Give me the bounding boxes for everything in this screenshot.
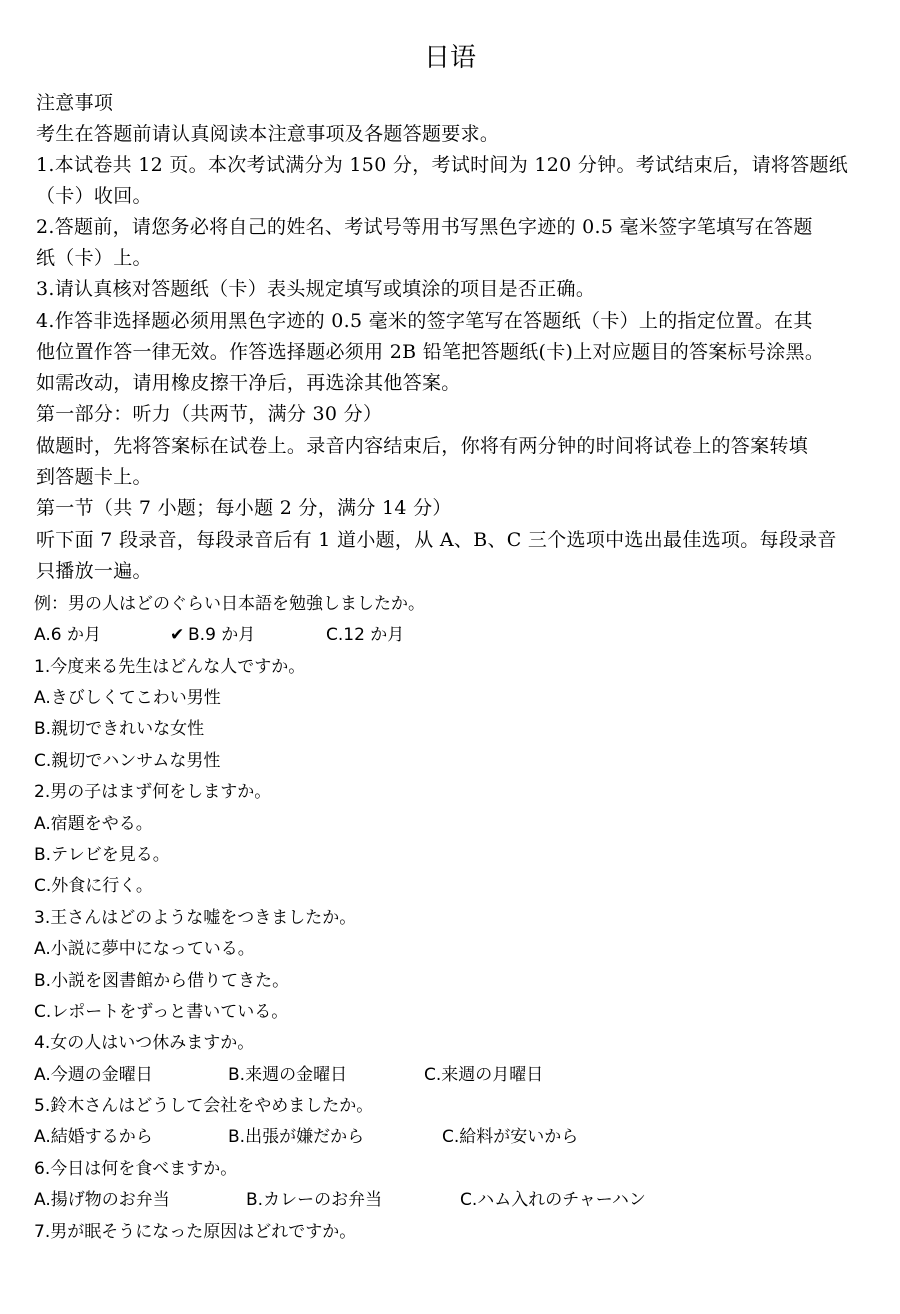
notice-item-1-line-1: 1.本试卷共 12 页。本次考试满分为 150 分，考试时间为 120 分钟。考试结束后，请将答题纸 — [36, 154, 849, 176]
question-3: 3.王さんはどのような嘘をつきましたか。 — [34, 908, 357, 928]
question-3-option-b: B.小説を図書館から借りてきた。 — [34, 971, 290, 991]
notice-item-3: 3.请认真核对答题纸（卡）表头规定填写或填涂的项目是否正确。 — [36, 278, 596, 300]
notice-item-2-line-1: 2.答题前，请您务必将自己的姓名、考试号等用书写黑色字迹的 0.5 毫米签字笔填写在答题 — [36, 216, 813, 238]
question-1: 1.今度来る先生はどんな人ですか。 — [34, 657, 306, 677]
question-5: 5.鈴木さんはどうして会社をやめましたか。 — [34, 1096, 374, 1116]
question-5-option-c: C.給料が安いから — [442, 1127, 579, 1147]
question-4: 4.女の人はいつ休みますか。 — [34, 1033, 255, 1053]
question-1-option-a: A.きびしくてこわい男性 — [34, 688, 221, 708]
question-7: 7.男が眠そうになった原因はどれですか。 — [34, 1222, 357, 1242]
question-2: 2.男の子はまず何をしますか。 — [34, 782, 272, 802]
question-4-option-a: A.今週の金曜日 — [34, 1065, 153, 1085]
example-option-a: A.6 か月 — [34, 625, 101, 645]
question-5-option-b: B.出張が嫌だから — [228, 1127, 365, 1147]
part1-instruction-line-1: 做题时，先将答案标在试卷上。录音内容结束后，你将有两分钟的时间将试卷上的答案转填 — [36, 435, 809, 457]
notice-item-4-line-3: 如需改动，请用橡皮擦干净后，再选涂其他答案。 — [36, 372, 461, 394]
notice-item-4-line-1: 4.作答非选择题必须用黑色字迹的 0.5 毫米的签字笔写在答题纸（卡）上的指定位置。在其 — [36, 310, 813, 332]
question-4-option-b: B.来週の金曜日 — [228, 1065, 348, 1085]
question-3-option-a: A.小説に夢中になっている。 — [34, 939, 255, 959]
notice-item-4-line-2: 他位置作答一律无效。作答选择题必须用 2B 铅笔把答题纸(卡)上对应题目的答案标号涂黑。 — [36, 341, 825, 363]
example-options — [34, 621, 864, 649]
part1-heading: 第一部分：听力（共两节，满分 30 分） — [36, 403, 383, 425]
question-1-option-c: C.親切でハンサムな男性 — [34, 751, 221, 771]
part1-instruction-line-2: 到答题卡上。 — [36, 466, 152, 488]
section1-instruction-line-2: 只播放一遍。 — [36, 560, 152, 582]
notice-heading: 注意事项 — [36, 92, 114, 114]
notice-intro: 考生在答题前请认真阅读本注意事项及各题答题要求。 — [36, 123, 500, 145]
question-6-option-b: B.カレーのお弁当 — [246, 1190, 383, 1210]
question-6: 6.今日は何を食べますか。 — [34, 1159, 238, 1179]
notice-item-2-line-2: 纸（卡）上。 — [36, 247, 152, 269]
example-option-c: C.12 か月 — [326, 625, 405, 645]
question-6-option-a: A.揚げ物のお弁当 — [34, 1190, 170, 1210]
example-option-b: B.9 か月 — [188, 625, 256, 645]
question-4-option-c: C.来週の月曜日 — [424, 1065, 544, 1085]
check-mark-icon: ✔ — [170, 625, 185, 645]
notice-item-1-line-2: （卡）收回。 — [36, 185, 152, 207]
page-title: 日语 — [423, 43, 476, 73]
section1-heading: 第一节（共 7 小题；每小题 2 分，满分 14 分） — [36, 497, 452, 519]
question-5-options — [34, 1123, 864, 1151]
question-1-option-b: B.親切できれいな女性 — [34, 719, 205, 739]
question-2-option-a: A.宿題をやる。 — [34, 814, 153, 834]
question-4-options — [34, 1061, 864, 1089]
question-2-option-b: B.テレビを見る。 — [34, 845, 170, 865]
question-2-option-c: C.外食に行く。 — [34, 876, 153, 896]
question-6-option-c: C.ハム入れのチャーハン — [460, 1190, 646, 1210]
question-6-options — [34, 1186, 864, 1214]
example-question: 例：男の人はどのぐらい日本語を勉強しましたか。 — [34, 594, 425, 614]
question-5-option-a: A.結婚するから — [34, 1127, 153, 1147]
section1-instruction-line-1: 听下面 7 段录音，每段录音后有 1 道小题，从 A、B、C 三个选项中选出最佳选项。每段录音 — [36, 529, 837, 551]
question-3-option-c: C.レポートをずっと書いている。 — [34, 1002, 289, 1022]
